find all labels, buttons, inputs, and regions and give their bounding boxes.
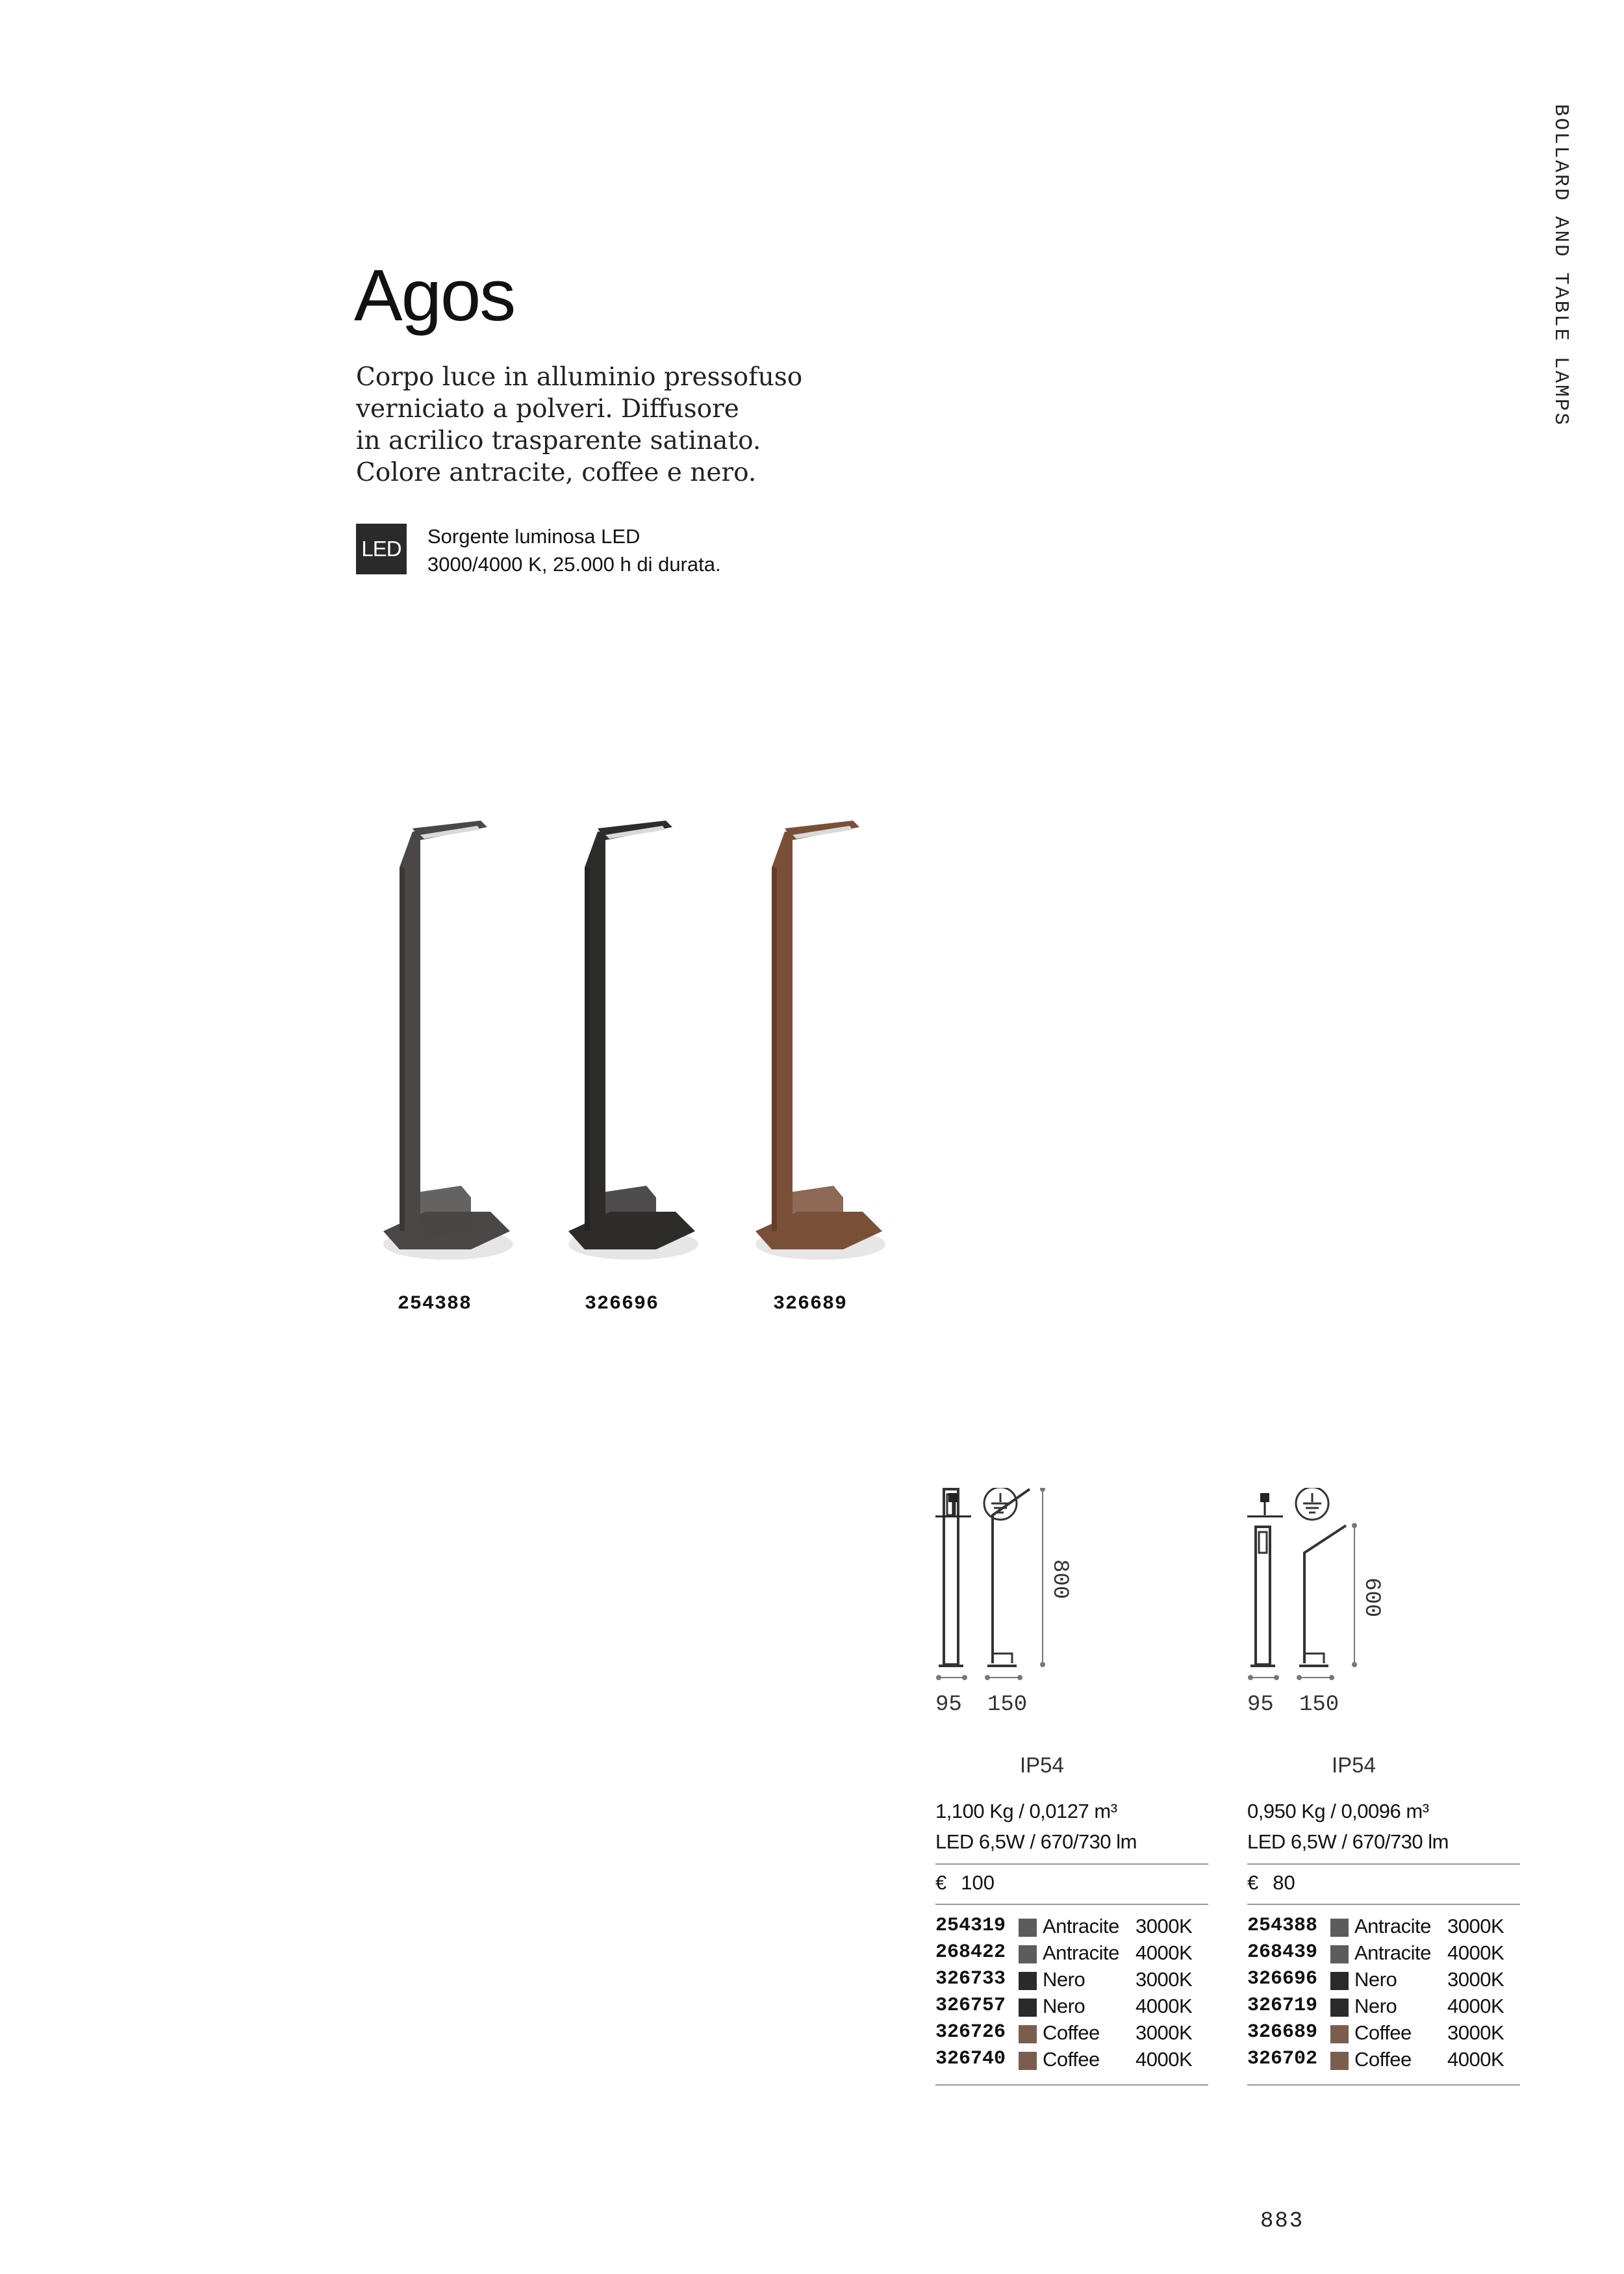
page-title: Agos <box>354 255 515 336</box>
spec-block-800 <box>935 1488 1208 2105</box>
depth-dimension: 150 <box>1299 1693 1339 1717</box>
spec-block-600 <box>1247 1488 1520 2105</box>
variant-row <box>1247 2020 1520 2047</box>
variant-color: Nero <box>1043 1995 1085 2017</box>
color-swatch <box>1019 2052 1037 2070</box>
variant-temperature: 3000K <box>1447 2021 1504 2044</box>
price-value: 100 <box>961 1871 995 1894</box>
price <box>1247 1871 1295 1895</box>
variant-color: Coffee <box>1043 2021 1100 2044</box>
color-swatch <box>1330 1999 1349 2017</box>
variant-temperature: 4000K <box>1136 2048 1193 2071</box>
currency-symbol: € <box>935 1871 947 1894</box>
variant-color: Antracite <box>1043 1941 1119 1964</box>
install-icons <box>935 1488 1130 1527</box>
variant-temperature: 4000K <box>1136 1995 1193 2017</box>
variant-row <box>935 1967 1208 1993</box>
led-source-info <box>427 522 721 578</box>
color-swatch <box>1019 1972 1037 1990</box>
lamp-code: 326696 <box>585 1293 659 1315</box>
price <box>935 1871 995 1895</box>
color-swatch <box>1330 1945 1349 1963</box>
description-line: Colore antracite, coffee e nero. <box>356 458 757 487</box>
lamp-code: 326689 <box>773 1293 848 1315</box>
variant-row <box>1247 1993 1520 2020</box>
color-swatch <box>1019 1945 1037 1963</box>
variant-temperature: 3000K <box>1447 1915 1504 1937</box>
ip-rating: IP54 <box>1020 1753 1064 1777</box>
divider <box>935 1904 1208 1905</box>
variant-color: Nero <box>1354 1968 1397 1991</box>
variant-code: 326726 <box>935 2021 1006 2043</box>
color-swatch <box>1019 1999 1037 2017</box>
currency-symbol: € <box>1247 1871 1259 1894</box>
install-icons <box>1247 1488 1442 1527</box>
variant-code: 326740 <box>935 2048 1006 2070</box>
variant-row <box>935 2020 1208 2047</box>
color-swatch <box>1019 2025 1037 2043</box>
description-line: in acrilico trasparente satinato. <box>356 426 761 455</box>
color-swatch <box>1330 2025 1349 2043</box>
led-badge-icon: LED <box>356 524 407 574</box>
description-line: Corpo luce in alluminio pressofuso <box>356 363 803 392</box>
price-value: 80 <box>1273 1871 1295 1894</box>
color-swatch <box>1330 1972 1349 1990</box>
variant-temperature: 3000K <box>1136 2021 1193 2044</box>
divider <box>1247 1904 1520 1905</box>
led-line: 3000/4000 K, 25.000 h di durata. <box>427 553 721 576</box>
power-lumens: LED 6,5W / 670/730 lm <box>935 1830 1137 1853</box>
power-lumens: LED 6,5W / 670/730 lm <box>1247 1830 1449 1853</box>
variant-row <box>935 1940 1208 1967</box>
variant-temperature: 3000K <box>1136 1968 1193 1991</box>
divider <box>1247 2084 1520 2086</box>
variant-code: 326733 <box>935 1968 1006 1990</box>
color-swatch <box>1019 1919 1037 1937</box>
lamp-image-anthracite <box>374 815 516 1277</box>
variant-row <box>1247 1967 1520 1993</box>
width-dimension: 95 <box>1247 1693 1274 1717</box>
variant-code: 254388 <box>1247 1915 1318 1937</box>
weight-volume: 0,950 Kg / 0,0096 m³ <box>1247 1800 1429 1822</box>
variant-row <box>1247 2047 1520 2073</box>
color-swatch <box>1330 1919 1349 1937</box>
variant-code: 326719 <box>1247 1995 1318 2017</box>
variant-color: Coffee <box>1354 2048 1412 2071</box>
variant-color: Coffee <box>1354 2021 1412 2044</box>
variant-color: Coffee <box>1043 2048 1100 2071</box>
lamp-image-coffee <box>746 815 889 1277</box>
lamp-code: 254388 <box>398 1293 472 1315</box>
weight-volume: 1,100 Kg / 0,0127 m³ <box>935 1800 1117 1822</box>
earth-ground-icon <box>984 1488 1017 1520</box>
variant-row <box>935 2047 1208 2073</box>
variant-code: 268439 <box>1247 1941 1318 1963</box>
variant-color: Nero <box>1043 1968 1085 1991</box>
variant-temperature: 4000K <box>1447 1995 1504 2017</box>
divider <box>1247 1863 1520 1865</box>
height-dimension: 800 <box>1047 1559 1072 1600</box>
variant-list <box>935 1913 1208 2073</box>
variant-code: 326696 <box>1247 1968 1318 1990</box>
divider <box>935 2084 1208 2086</box>
page-number: 883 <box>1260 2209 1304 2234</box>
variant-code: 326689 <box>1247 2021 1318 2043</box>
variant-row <box>1247 1940 1520 1967</box>
variant-temperature: 3000K <box>1136 1915 1193 1937</box>
lamp-image-black <box>559 815 702 1277</box>
variant-color: Nero <box>1354 1995 1397 2017</box>
variant-color: Antracite <box>1354 1941 1431 1964</box>
variant-list <box>1247 1913 1520 2073</box>
depth-dimension: 150 <box>987 1693 1028 1717</box>
ground-mount-icon <box>1247 1493 1283 1516</box>
ip-rating: IP54 <box>1332 1753 1376 1777</box>
led-line: Sorgente luminosa LED <box>427 525 641 548</box>
variant-color: Antracite <box>1354 1915 1431 1937</box>
variant-temperature: 4000K <box>1447 1941 1504 1964</box>
color-swatch <box>1330 2052 1349 2070</box>
variant-row <box>935 1993 1208 2020</box>
width-dimension: 95 <box>935 1693 962 1717</box>
variant-row <box>1247 1913 1520 1940</box>
variant-temperature: 3000K <box>1447 1968 1504 1991</box>
ground-mount-icon <box>935 1493 971 1516</box>
variant-code: 326757 <box>935 1995 1006 2017</box>
section-label: BOLLARD AND TABLE LAMPS <box>1549 104 1572 427</box>
variant-code: 254319 <box>935 1915 1006 1937</box>
product-description <box>356 361 850 489</box>
description-line: verniciato a polveri. Diffusore <box>356 394 739 424</box>
height-dimension: 600 <box>1359 1578 1384 1618</box>
variant-color: Antracite <box>1043 1915 1119 1937</box>
variant-row <box>935 1913 1208 1940</box>
variant-temperature: 4000K <box>1447 2048 1504 2071</box>
divider <box>935 1863 1208 1865</box>
earth-ground-icon <box>1296 1488 1328 1520</box>
variant-code: 268422 <box>935 1941 1006 1963</box>
variant-temperature: 4000K <box>1136 1941 1193 1964</box>
variant-code: 326702 <box>1247 2048 1318 2070</box>
